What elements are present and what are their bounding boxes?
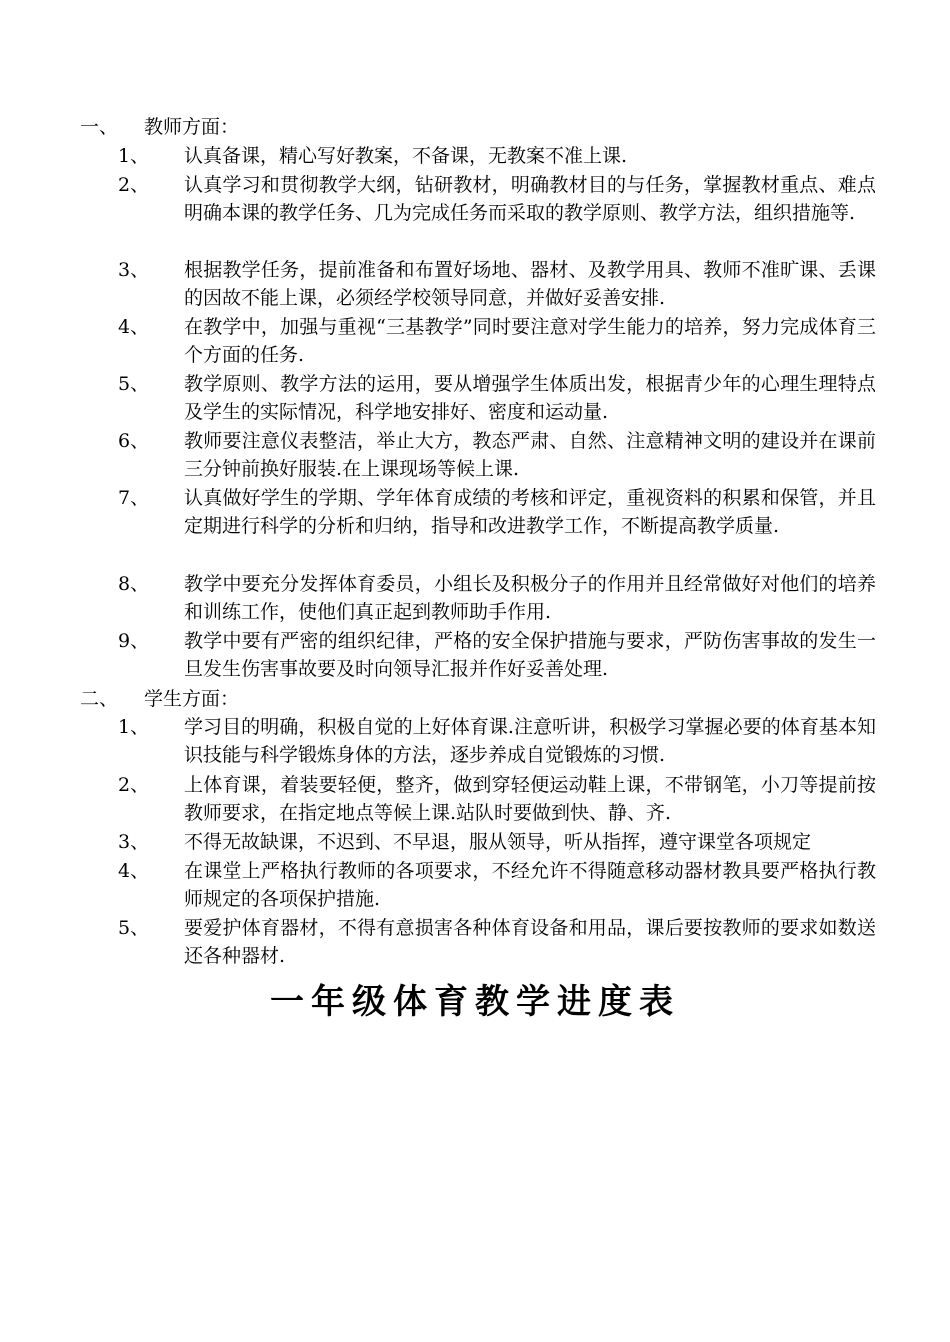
item-number: 9、	[118, 630, 150, 652]
teacher-item-2	[118, 171, 876, 227]
item-text: 教师要注意仪表整洁，举止大方，教态严肃、自然、注意精神文明的建设并在课前三分钟前换好服装.在上课现场等候上课.	[184, 430, 876, 480]
student-item-1	[118, 713, 876, 769]
item-text: 在课堂上严格执行教师的各项要求，不经允许不得随意移动器材教具要严格执行教师规定的各项保护措施.	[184, 860, 876, 910]
item-text: 认真备课，精心写好教案，不备课，无教案不准上课.	[184, 145, 628, 167]
student-item-4	[118, 857, 876, 913]
item-text: 根据教学任务，提前准备和布置好场地、器材、及教学用具、教师不准旷课、丢课的因故不能上课，必须经学校领导同意，并做好妥善安排.	[184, 259, 876, 309]
item-number: 1、	[118, 716, 150, 738]
teacher-item-8	[118, 570, 876, 626]
item-text: 认真做好学生的学期、学年体育成绩的考核和评定，重视资料的积累和保管，并且定期进行科学的分析和归纳，指导和改进教学工作，不断提高教学质量.	[184, 487, 876, 537]
document-title: 一年级体育教学进度表	[270, 982, 680, 1022]
item-number: 4、	[118, 860, 150, 882]
section-number: 一、	[80, 116, 119, 138]
section-heading-student	[80, 685, 239, 713]
item-number: 8、	[118, 573, 150, 595]
section-title: 教师方面：	[144, 116, 240, 138]
item-text: 教学中要充分发挥体育委员，小组长及积极分子的作用并且经常做好对他们的培养和训练工作，使他们真正起到教师助手作用.	[184, 573, 876, 623]
item-text: 在教学中，加强与重视“三基教学”同时要注意对学生能力的培养，努力完成体育三个方面的任务.	[184, 316, 876, 366]
item-number: 5、	[118, 917, 150, 939]
teacher-item-7	[118, 484, 876, 540]
item-number: 1、	[118, 145, 150, 167]
item-text: 上体育课，着装要轻便，整齐，做到穿轻便运动鞋上课，不带钢笔，小刀等提前按教师要求，在指定地点等候上课.站队时要做到快、静、齐.	[184, 774, 876, 824]
item-text: 认真学习和贯彻教学大纲，钻研教材，明确教材目的与任务，掌握教材重点、难点明确本课的教学任务、几为完成任务而采取的教学原则、教学方法，组织措施等.	[184, 174, 876, 224]
item-text: 不得无故缺课，不迟到、不早退，服从领导，听从指挥，遵守课堂各项规定	[184, 831, 812, 853]
section-heading-teacher	[80, 113, 239, 141]
item-number: 3、	[118, 259, 150, 281]
item-text: 教学中要有严密的组织纪律，严格的安全保护措施与要求，严防伤害事故的发生一旦发生伤害事故要及时向领导汇报并作好妥善处理.	[184, 630, 876, 680]
item-number: 3、	[118, 831, 150, 853]
item-number: 7、	[118, 487, 150, 509]
student-item-3	[118, 828, 876, 856]
item-text: 教学原则、教学方法的运用，要从增强学生体质出发，根据青少年的心理生理特点及学生的实际情况，科学地安排好、密度和运动量.	[184, 373, 876, 423]
teacher-item-3	[118, 256, 876, 312]
teacher-item-6	[118, 427, 876, 483]
teacher-item-1	[118, 142, 876, 170]
item-number: 2、	[118, 174, 150, 196]
item-text: 要爱护体育器材，不得有意损害各种体育设备和用品，课后要按教师的要求如数送还各种器材.	[184, 917, 876, 967]
item-text: 学习目的明确，积极自觉的上好体育课.注意听讲，积极学习掌握必要的体育基本知识技能与科学锻炼身体的方法，逐步养成自觉锻炼的习惯.	[184, 716, 876, 766]
section-number: 二、	[80, 688, 119, 710]
teacher-item-9	[118, 627, 876, 683]
teacher-item-4	[118, 313, 876, 369]
section-title: 学生方面：	[144, 688, 240, 710]
teacher-item-5	[118, 370, 876, 426]
item-number: 6、	[118, 430, 150, 452]
student-item-2	[118, 771, 876, 827]
item-number: 4、	[118, 316, 150, 338]
item-number: 2、	[118, 774, 150, 796]
student-item-5	[118, 914, 876, 970]
item-number: 5、	[118, 373, 150, 395]
